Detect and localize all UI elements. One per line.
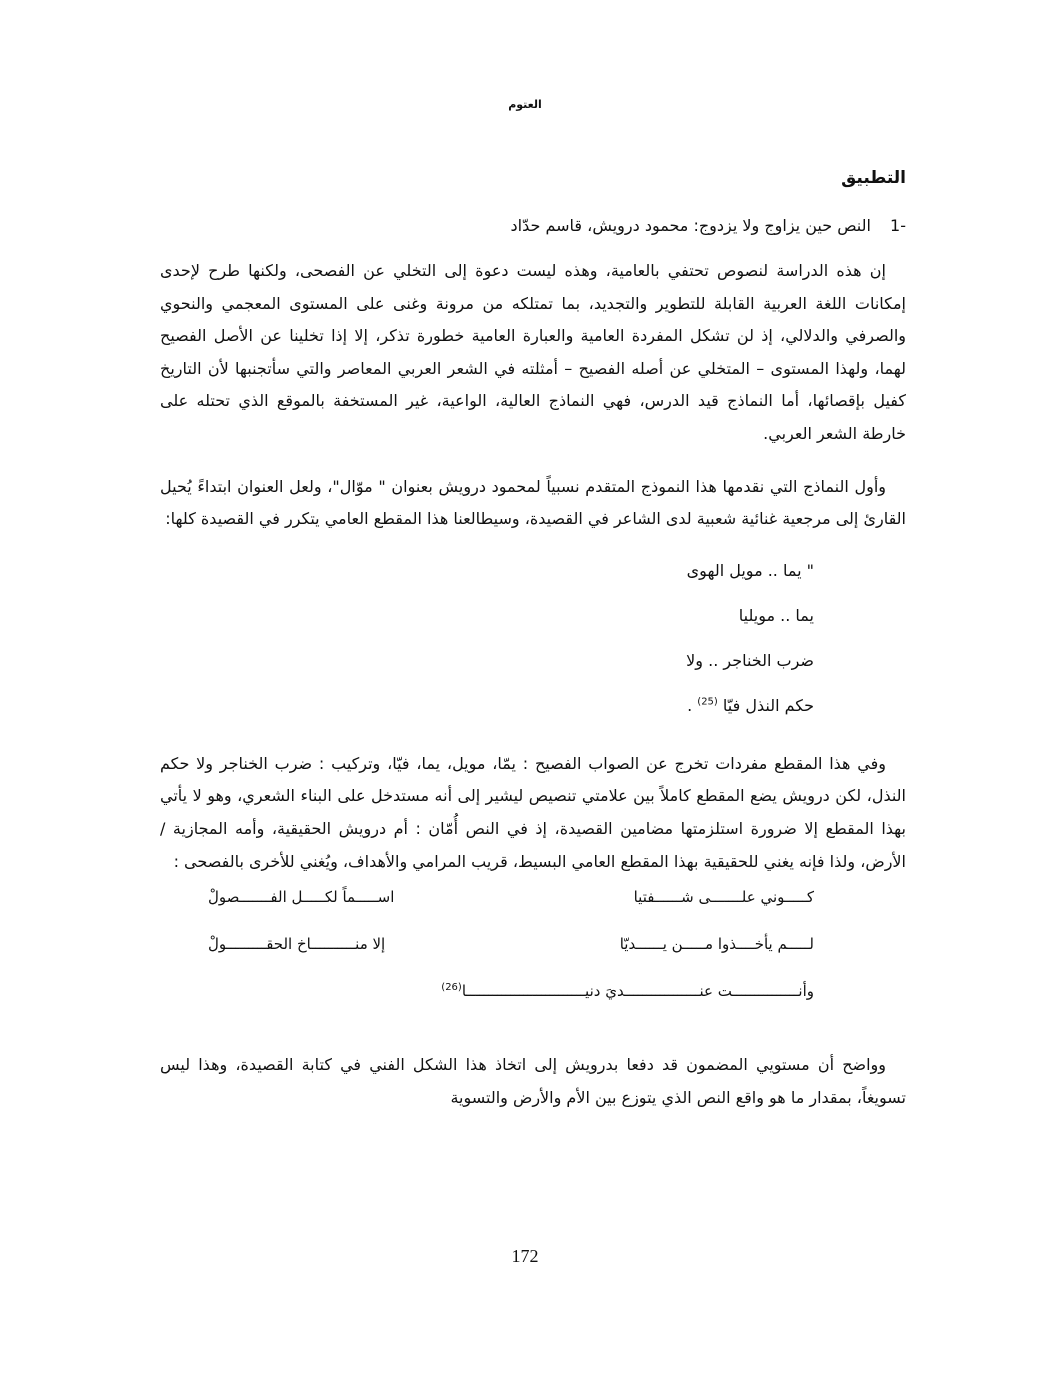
poem-line-4-text: حكم النذل فيّا — [722, 695, 814, 715]
verse-row-2 — [160, 935, 906, 982]
poem-line-1: " يما .. مويل الهوى — [686, 560, 814, 580]
poem-line-4 — [160, 683, 814, 728]
poem-line-3: ضرب الخناجر .. ولا — [686, 650, 814, 670]
paragraph-4-text: وواضح أن مستويي المضمون قد دفعا بدرويش إلى اتخاذ هذا الشكل الفني في كتابة القصيدة، وهذا ليس تسويغاً، بمقدار ما هو واقع النص الذي يتوزع بين الأم والأرض والتسوية — [160, 1055, 906, 1107]
verse-block — [160, 888, 906, 1029]
section-title: التطبيق — [841, 168, 906, 188]
numbered-heading — [160, 216, 906, 235]
paragraph-1-text: إن هذه الدراسة لنصوص تحتفي بالعامية، وهذه ليست دعوة إلى التخلي عن الفصحى، ولكنها طرح لإحدى إمكانات اللغة العربية القابلة للتطوير والتجديد، بما تمتلكه من مرونة وغنى على المستوى المعجمي والنحوي والصرفي والدلالي، إذ لن تشكل المفردة العامية والعبارة العامية خطورة تذكر، إلا إذا تخلينا عن الأصل الفصيح لهما، ولهذا المستوى – المتخلي عن أصله الفصيح – أمثلته في الشعر العربي المعاصر والتي سأتجنبها لأن التاريخ كفيل بإقصائها، أما النماذج قيد الدرس، فهي النماذج العالية، الواعية، غير المستخفة بالموقع الذي تحتله على خارطة الشعر العربي. — [160, 261, 906, 443]
verse-row-1 — [160, 888, 906, 935]
running-header: العتوم — [508, 98, 542, 111]
verse-line-3-text: وأنـــــــــــــــت عنـــــــــــــــــديَ دنيـــــــــــــــــــــــــــا — [461, 982, 814, 1001]
verse-hemistich-2a: لـــــم يأخــــذوا مـــــن يــــــديّا — [619, 935, 814, 954]
item-text: النص حين يزاوج ولا يزدوج: محمود درويش، قاسم حدّاد — [510, 216, 871, 235]
paragraph-2-text: وأول النماذج التي نقدمها هذا النموذج المتقدم نسبياً لمحمود درويش بعنوان " موّال"، ولعل العنوان ابتداءً يُحيل القارئ إلى مرجعية غنائية شعبية لدى الشاعر في القصيدة، وسيطالعنا هذا المقطع العامي يتكرر في القصيدة كلها: — [160, 476, 906, 529]
paragraph-1 — [160, 255, 906, 451]
poem-line-2: يما .. مويليا — [738, 605, 814, 625]
paragraph-3-text: وفي هذا المقطع مفردات تخرج عن الصواب الفصيح : يمّا، مويل، يما، فيّا، وتركيب : ضرب الخناجر ولا حكم النذل، لكن درويش يضع المقطع كاملاً بين علامتي تنصيص ليشير إلى أنه مستدخل على البناء الشعري، وهو لا يأتي بهذا المقطع إلا ضرورة استلزمتها مضامين القصيدة، إذ في النص أُمّان : أم درويش الحقيقية، وأمه المجازية / الأرض، ولذا فإنه يغني للحقيقية بهذا المقطع العامي البسيط، قريب المرامي والأهداف، ويُغني للأخرى بالفصحى : — [160, 753, 906, 871]
paragraph-3 — [160, 748, 906, 878]
verse-hemistich-1b: اســـــماً لكـــــل الفـــــــصولْ — [208, 888, 395, 907]
item-number: -1 — [890, 216, 906, 235]
verse-row-3 — [160, 982, 906, 1029]
footnote-ref-25: (25) — [697, 696, 718, 708]
paragraph-4 — [160, 1049, 906, 1114]
verse-hemistich-1a: كـــــوني علـــــــى شــــــفتيا — [633, 888, 814, 907]
footnote-ref-26: (26) — [441, 982, 462, 994]
verse-line-3 — [441, 982, 814, 1000]
page-number: 172 — [511, 1246, 539, 1266]
page-body — [160, 160, 906, 1114]
verse-hemistich-2b: إلا منــــــــــاخ الحقـــــــــولْ — [208, 935, 386, 954]
poem-line-4-end: . — [687, 695, 693, 715]
paragraph-2 — [160, 471, 906, 536]
quoted-poem — [160, 548, 906, 728]
